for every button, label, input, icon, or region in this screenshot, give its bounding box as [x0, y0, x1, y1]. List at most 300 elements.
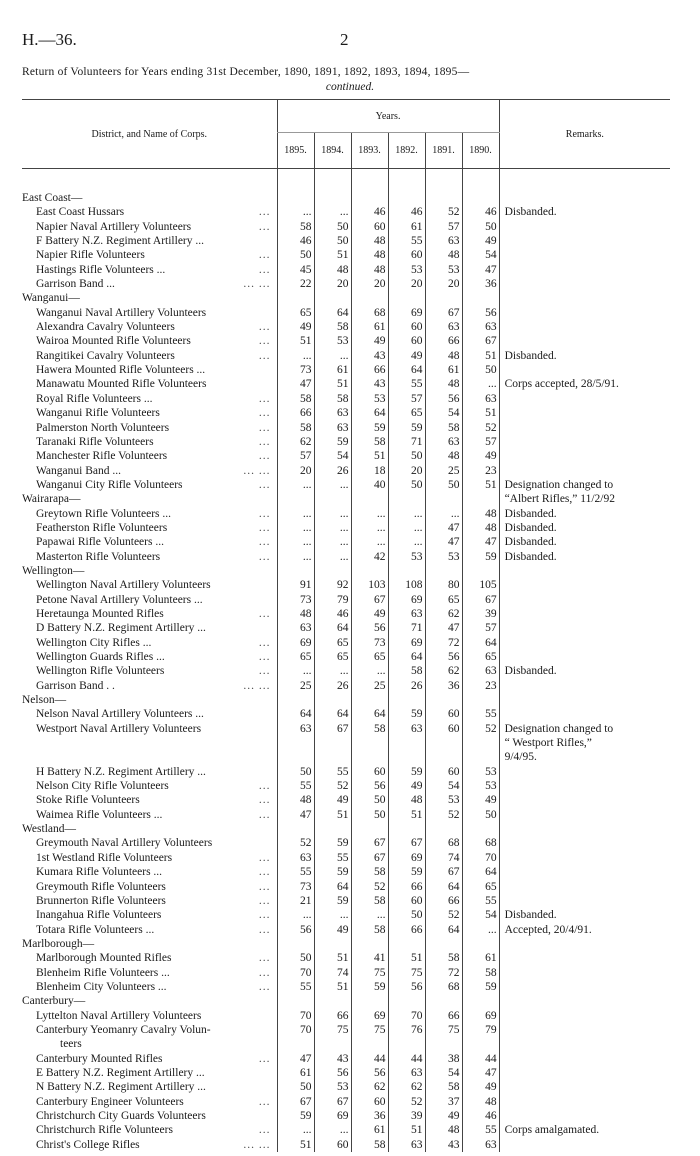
remarks-cell: [499, 306, 670, 320]
year-value-cell: 23: [462, 679, 499, 693]
year-value-cell: 51: [462, 349, 499, 363]
year-value-cell: 63: [425, 435, 462, 449]
corps-name: Masterton Rifle Volunteers: [36, 550, 161, 563]
year-value-cell: 21: [277, 894, 314, 908]
year-value-cell: [314, 693, 351, 707]
year-value-cell: 53: [425, 550, 462, 564]
corps-name: Wairoa Mounted Rifle Volunteers: [36, 335, 191, 348]
corps-row: [22, 277, 670, 291]
year-value-cell: 67: [425, 865, 462, 879]
leader-dots: ...: [258, 550, 271, 563]
year-value-cell: [388, 191, 425, 205]
remarks-cell: [499, 263, 670, 277]
year-value-cell: ...: [314, 478, 351, 492]
year-value-cell: [462, 191, 499, 205]
year-value-cell: 50: [388, 449, 425, 463]
year-value-cell: 52: [388, 1095, 425, 1109]
leader-dots: ...: [258, 435, 271, 448]
year-value-cell: [462, 750, 499, 764]
corps-name: D Battery N.Z. Regiment Artillery ...: [36, 622, 206, 635]
year-value-cell: 59: [314, 836, 351, 850]
year-value-cell: 79: [462, 1023, 499, 1037]
year-value-cell: 49: [277, 320, 314, 334]
corps-row: [22, 1138, 670, 1152]
year-value-cell: 50: [425, 478, 462, 492]
year-value-cell: 60: [425, 707, 462, 721]
year-value-cell: 52: [314, 779, 351, 793]
year-value-cell: 52: [425, 205, 462, 219]
district-name: Wairarapa—: [22, 493, 81, 506]
year-value-cell: 76: [388, 1023, 425, 1037]
year-value-cell: [462, 736, 499, 750]
year-value-cell: [425, 191, 462, 205]
year-value-cell: 48: [462, 507, 499, 521]
year-value-cell: 43: [351, 377, 388, 391]
year-value-cell: 48: [425, 349, 462, 363]
corps-row: [22, 263, 670, 277]
corps-name: Nelson Naval Artillery Volunteers ...: [36, 708, 204, 721]
year-value-cell: 60: [388, 894, 425, 908]
corps-name: Wellington Rifle Volunteers: [36, 665, 165, 678]
leader-dots: ...: [258, 851, 271, 864]
year-value-cell: ...: [351, 908, 388, 922]
year-value-cell: 63: [277, 722, 314, 736]
corps-name: Napier Naval Artillery Volunteers: [36, 220, 192, 233]
leader-dots: ...: [258, 1095, 271, 1108]
year-value-cell: 60: [351, 765, 388, 779]
year-value-cell: 69: [314, 1109, 351, 1123]
year-value-cell: 52: [462, 722, 499, 736]
district-name: Nelson—: [22, 694, 67, 707]
year-value-cell: 47: [277, 808, 314, 822]
year-value-cell: 63: [277, 851, 314, 865]
year-value-cell: [462, 492, 499, 506]
year-value-cell: 53: [388, 550, 425, 564]
year-value-cell: [351, 736, 388, 750]
year-value-cell: ...: [425, 507, 462, 521]
year-value-cell: 103: [351, 578, 388, 592]
leader-dots: ...: [258, 909, 271, 922]
year-value-cell: 54: [462, 248, 499, 262]
year-value-cell: 58: [351, 865, 388, 879]
year-value-cell: [425, 564, 462, 578]
corps-row: [22, 793, 670, 807]
year-value-cell: 55: [277, 980, 314, 994]
corps-row: [22, 234, 670, 248]
year-value-cell: [277, 291, 314, 305]
year-value-cell: 61: [388, 220, 425, 234]
year-value-cell: 48: [462, 521, 499, 535]
year-value-cell: ...: [388, 535, 425, 549]
remarks-cell: Disbanded.: [499, 550, 670, 564]
corps-name: Wanganui City Rifle Volunteers: [36, 478, 183, 491]
year-value-cell: 69: [277, 636, 314, 650]
remarks-cell: [499, 822, 670, 836]
year-value-cell: 55: [277, 865, 314, 879]
remarks-cell: [499, 234, 670, 248]
year-value-cell: 49: [351, 607, 388, 621]
remarks-cell: [499, 191, 670, 205]
year-value-cell: 53: [425, 263, 462, 277]
year-value-cell: [462, 564, 499, 578]
year-value-cell: [462, 822, 499, 836]
year-value-cell: 49: [388, 349, 425, 363]
year-value-cell: 64: [462, 636, 499, 650]
year-value-cell: 48: [351, 248, 388, 262]
year-value-cell: 20: [277, 464, 314, 478]
year-value-cell: ...: [314, 1123, 351, 1137]
year-value-cell: ...: [277, 535, 314, 549]
year-value-cell: ...: [314, 507, 351, 521]
leader-dots: ...: [258, 478, 271, 491]
corps-name: Waimea Rifle Volunteers ...: [36, 808, 163, 821]
corps-row: [22, 894, 670, 908]
year-value-cell: 20: [425, 277, 462, 291]
remarks-cell: [499, 421, 670, 435]
leader-dots: ... ...: [243, 464, 271, 477]
year-value-cell: 69: [388, 851, 425, 865]
corps-row: [22, 363, 670, 377]
remarks-cell: [499, 320, 670, 334]
remarks-cell: [499, 564, 670, 578]
corps-row: [22, 507, 670, 521]
corps-name: Taranaki Rifle Volunteers: [36, 435, 154, 448]
year-value-cell: 68: [425, 980, 462, 994]
year-value-cell: 62: [351, 1080, 388, 1094]
remarks-cell: [499, 363, 670, 377]
corps-name: Garrison Band ...: [36, 278, 115, 291]
remarks-cell: [499, 937, 670, 951]
year-value-cell: 18: [351, 464, 388, 478]
corps-row: [22, 248, 670, 262]
corps-name: Wanganui Naval Artillery Volunteers: [36, 306, 207, 319]
year-value-cell: ...: [277, 507, 314, 521]
leader-dots: ...: [258, 607, 271, 620]
corps-name: teers: [60, 1038, 82, 1051]
year-value-cell: 64: [314, 306, 351, 320]
corps-name: Canterbury Engineer Volunteers: [36, 1095, 184, 1108]
corps-row: [22, 449, 670, 463]
remarks-cell: [499, 679, 670, 693]
year-value-cell: 46: [277, 234, 314, 248]
year-value-cell: 51: [314, 248, 351, 262]
year-value-cell: [277, 1037, 314, 1051]
corps-row: [22, 478, 670, 492]
year-value-cell: 37: [425, 1095, 462, 1109]
year-value-cell: [351, 291, 388, 305]
district-row: [22, 492, 670, 506]
year-value-cell: [314, 736, 351, 750]
year-value-cell: 49: [425, 1109, 462, 1123]
year-value-cell: 67: [351, 836, 388, 850]
year-value-cell: 55: [314, 851, 351, 865]
year-value-cell: 51: [314, 377, 351, 391]
year-value-cell: 50: [462, 808, 499, 822]
year-value-cell: [388, 822, 425, 836]
corps-row: [22, 435, 670, 449]
year-value-cell: 55: [462, 894, 499, 908]
year-value-cell: [351, 994, 388, 1008]
year-value-cell: [462, 937, 499, 951]
corps-name: Canterbury Yeomanry Cavalry Volun-: [36, 1023, 211, 1036]
year-value-cell: 58: [351, 894, 388, 908]
year-value-cell: 63: [388, 722, 425, 736]
year-value-cell: 49: [462, 449, 499, 463]
year-value-cell: 60: [351, 1095, 388, 1109]
leader-dots: ...: [258, 263, 271, 276]
remarks-cell: Disbanded.: [499, 664, 670, 678]
corps-name: Manchester Rifle Volunteers: [36, 450, 168, 463]
remarks-cell: “Albert Rifles,” 11/2/92: [499, 492, 670, 506]
corps-row: [22, 464, 670, 478]
leader-dots: ...: [258, 321, 271, 334]
corps-row: [22, 1123, 670, 1137]
year-value-cell: 64: [277, 707, 314, 721]
corps-row: [22, 880, 670, 894]
year-value-cell: 69: [388, 636, 425, 650]
year-value-cell: 66: [425, 894, 462, 908]
year-value-cell: 75: [314, 1023, 351, 1037]
leader-dots: ...: [258, 507, 271, 520]
corps-name: Palmerston North Volunteers: [36, 421, 170, 434]
year-value-cell: 58: [351, 435, 388, 449]
year-value-cell: 74: [425, 851, 462, 865]
year-value-cell: 75: [351, 1023, 388, 1037]
year-value-cell: 54: [425, 406, 462, 420]
corps-row: [22, 521, 670, 535]
year-value-cell: 63: [462, 664, 499, 678]
page-number: 2: [340, 30, 349, 49]
year-value-cell: 73: [277, 593, 314, 607]
year-value-cell: 39: [462, 607, 499, 621]
corps-row: [22, 392, 670, 406]
year-value-cell: 69: [462, 1009, 499, 1023]
year-value-cell: 64: [425, 880, 462, 894]
corps-row: [22, 205, 670, 219]
remarks-cell: [499, 248, 670, 262]
remarks-cell: [499, 593, 670, 607]
corps-name: Wellington Naval Artillery Volunteers: [36, 579, 211, 592]
year-value-cell: 57: [425, 220, 462, 234]
year-value-cell: 50: [351, 808, 388, 822]
corps-name: Greytown Rifle Volunteers ...: [36, 507, 172, 520]
remarks-cell: [499, 765, 670, 779]
column-header-remarks: Remarks.: [499, 100, 670, 169]
leader-dots: ...: [258, 780, 271, 793]
year-value-cell: 55: [388, 234, 425, 248]
year-value-cell: 75: [388, 966, 425, 980]
year-value-cell: 50: [314, 234, 351, 248]
year-value-cell: 43: [351, 349, 388, 363]
year-value-cell: 68: [351, 306, 388, 320]
leader-dots: ... ...: [243, 679, 271, 692]
year-value-cell: [351, 1037, 388, 1051]
year-value-cell: [425, 693, 462, 707]
remarks-cell: [499, 621, 670, 635]
year-value-cell: ...: [277, 349, 314, 363]
district-name: Marlborough—: [22, 937, 95, 950]
year-value-cell: 63: [425, 234, 462, 248]
year-value-cell: [314, 937, 351, 951]
year-value-cell: ...: [462, 923, 499, 937]
year-value-cell: 53: [425, 793, 462, 807]
remarks-cell: Disbanded.: [499, 205, 670, 219]
corps-row: [22, 334, 670, 348]
year-value-cell: 43: [425, 1138, 462, 1152]
year-value-cell: 47: [462, 535, 499, 549]
district-name: East Coast—: [22, 192, 83, 204]
year-value-cell: 51: [314, 808, 351, 822]
year-value-cell: 61: [462, 951, 499, 965]
year-value-cell: 56: [425, 392, 462, 406]
year-value-cell: 70: [277, 1023, 314, 1037]
corps-name: Royal Rifle Volunteers ...: [36, 392, 153, 405]
year-value-cell: 51: [388, 808, 425, 822]
leader-dots: ... ...: [243, 278, 271, 291]
year-value-cell: 64: [425, 923, 462, 937]
year-header: 1894.: [314, 133, 351, 169]
year-value-cell: [388, 1037, 425, 1051]
year-value-cell: 64: [388, 363, 425, 377]
year-value-cell: 55: [277, 779, 314, 793]
year-value-cell: [277, 492, 314, 506]
corps-name: Christchurch City Guards Volunteers: [36, 1110, 206, 1122]
year-value-cell: 55: [388, 377, 425, 391]
year-value-cell: 65: [351, 650, 388, 664]
year-value-cell: [351, 937, 388, 951]
year-value-cell: 43: [314, 1052, 351, 1066]
corps-row: [22, 320, 670, 334]
year-value-cell: 70: [277, 966, 314, 980]
district-name: Westland—: [22, 823, 77, 836]
corps-name: Inangahua Rifle Volunteers: [36, 909, 162, 922]
corps-name: Greymouth Rifle Volunteers: [36, 880, 166, 893]
remarks-cell: Disbanded.: [499, 535, 670, 549]
year-value-cell: [277, 191, 314, 205]
year-value-cell: 61: [277, 1066, 314, 1080]
year-value-cell: [388, 564, 425, 578]
district-row: [22, 693, 670, 707]
remarks-cell: 9/4/95.: [499, 750, 670, 764]
year-value-cell: 105: [462, 578, 499, 592]
corps-row: [22, 535, 670, 549]
year-value-cell: 65: [314, 650, 351, 664]
year-value-cell: 48: [425, 377, 462, 391]
year-value-cell: 72: [425, 966, 462, 980]
year-value-cell: 59: [388, 707, 425, 721]
year-value-cell: [314, 191, 351, 205]
year-value-cell: [314, 750, 351, 764]
year-value-cell: 58: [462, 966, 499, 980]
year-value-cell: 66: [351, 363, 388, 377]
year-value-cell: [462, 693, 499, 707]
year-value-cell: 59: [277, 1109, 314, 1123]
year-value-cell: 59: [462, 550, 499, 564]
year-value-cell: [425, 492, 462, 506]
remarks-cell: [499, 449, 670, 463]
corps-name: Kumara Rifle Volunteers ...: [36, 866, 163, 879]
year-value-cell: [462, 291, 499, 305]
remarks-cell: Disbanded.: [499, 507, 670, 521]
year-value-cell: 59: [314, 435, 351, 449]
year-value-cell: ...: [277, 664, 314, 678]
year-value-cell: ...: [314, 205, 351, 219]
year-value-cell: ...: [388, 521, 425, 535]
remarks-cell: [499, 1023, 670, 1037]
year-value-cell: 67: [462, 593, 499, 607]
year-value-cell: 51: [462, 478, 499, 492]
year-value-cell: 65: [425, 593, 462, 607]
year-value-cell: 91: [277, 578, 314, 592]
corps-row: [22, 593, 670, 607]
year-value-cell: [351, 822, 388, 836]
year-value-cell: 47: [462, 1066, 499, 1080]
year-value-cell: 52: [425, 808, 462, 822]
year-value-cell: 53: [388, 263, 425, 277]
year-value-cell: 56: [425, 650, 462, 664]
year-value-cell: 58: [277, 392, 314, 406]
year-value-cell: ...: [277, 1123, 314, 1137]
year-value-cell: 47: [425, 621, 462, 635]
remarks-cell: Corps accepted, 28/5/91.: [499, 377, 670, 391]
corps-row: [22, 636, 670, 650]
leader-dots: ...: [258, 794, 271, 807]
year-value-cell: 22: [277, 277, 314, 291]
leader-dots: ...: [258, 665, 271, 678]
year-value-cell: 60: [314, 1138, 351, 1152]
year-value-cell: 20: [314, 277, 351, 291]
year-header: 1895.: [277, 133, 314, 169]
year-value-cell: 49: [462, 793, 499, 807]
year-value-cell: 58: [277, 220, 314, 234]
remarks-cell: [499, 1080, 670, 1094]
year-value-cell: [388, 750, 425, 764]
year-value-cell: 47: [462, 263, 499, 277]
remarks-cell: Accepted, 20/4/91.: [499, 923, 670, 937]
corps-row: [22, 722, 670, 736]
year-value-cell: [314, 822, 351, 836]
year-value-cell: 73: [277, 363, 314, 377]
corps-name: H Battery N.Z. Regiment Artillery ...: [36, 765, 206, 778]
leader-dots: ...: [258, 923, 271, 936]
corps-row: [22, 578, 670, 592]
corps-row: [22, 779, 670, 793]
year-value-cell: [314, 492, 351, 506]
year-value-cell: 44: [351, 1052, 388, 1066]
year-value-cell: 57: [277, 449, 314, 463]
year-value-cell: 73: [277, 880, 314, 894]
year-value-cell: 68: [425, 836, 462, 850]
leader-dots: ...: [258, 636, 271, 649]
corps-name: East Coast Hussars: [36, 206, 125, 219]
year-value-cell: 52: [277, 836, 314, 850]
year-value-cell: 56: [351, 779, 388, 793]
year-value-cell: [314, 994, 351, 1008]
year-value-cell: 65: [462, 650, 499, 664]
remarks-cell: [499, 1009, 670, 1023]
corps-row: [22, 951, 670, 965]
year-value-cell: 62: [425, 664, 462, 678]
year-value-cell: 45: [277, 263, 314, 277]
year-value-cell: 48: [351, 234, 388, 248]
year-value-cell: 46: [351, 205, 388, 219]
year-value-cell: 57: [388, 392, 425, 406]
year-value-cell: 64: [462, 865, 499, 879]
remarks-cell: [499, 650, 670, 664]
remarks-cell: [499, 793, 670, 807]
year-value-cell: 50: [277, 1080, 314, 1094]
year-value-cell: 51: [351, 449, 388, 463]
